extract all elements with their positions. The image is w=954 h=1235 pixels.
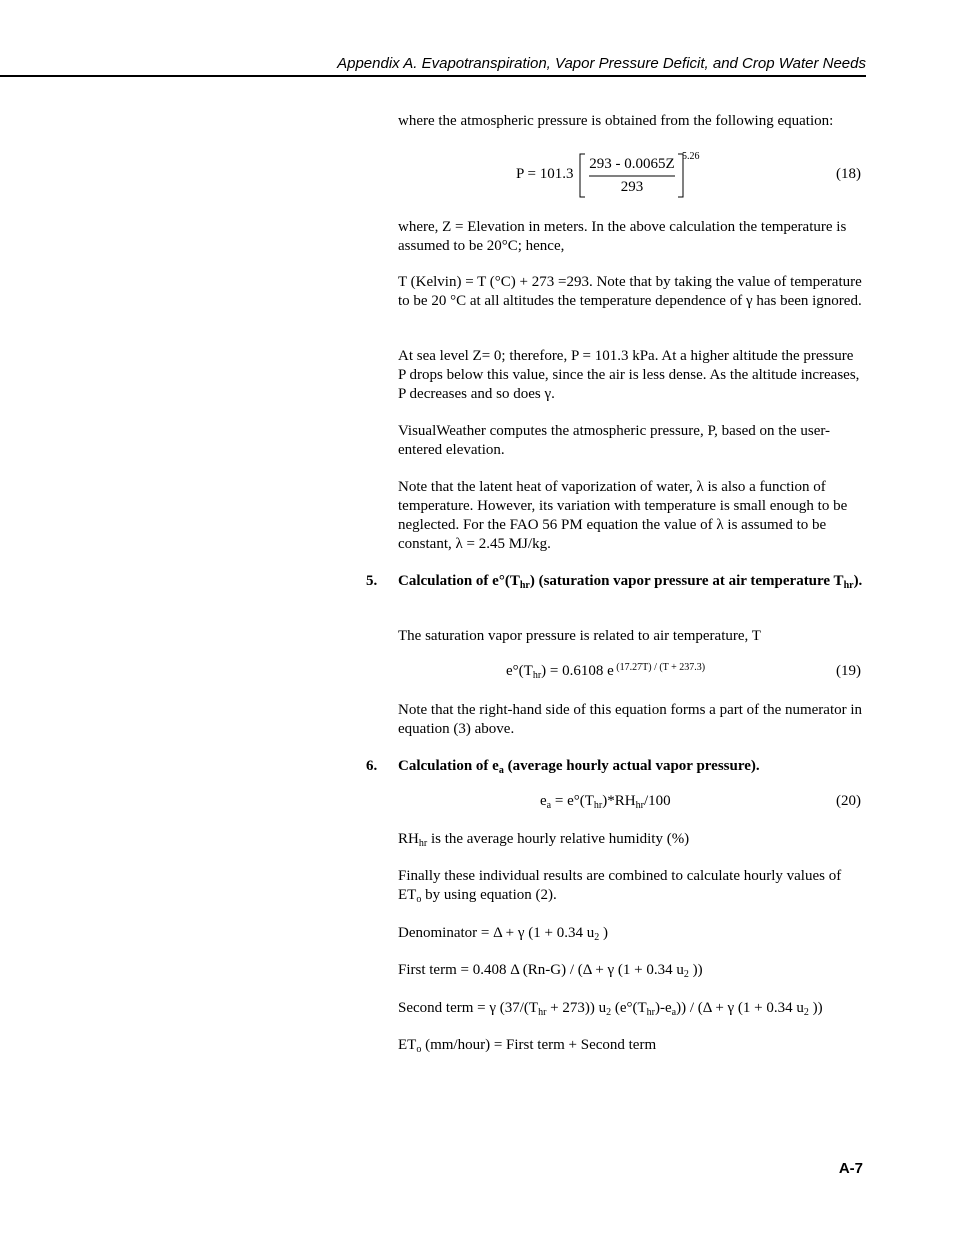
eq18-denominator: 293 (620, 179, 644, 195)
section-5-heading: 5. Calculation of $e^\circ(T_{hr})$ (saturation vapor pressure at air temperature $T_{hr}$). (366, 573, 863, 591)
equation-20: $e_a = e^\circ(T_{hr})*RH_{hr}/100$ (20) (540, 793, 861, 811)
paragraph-note: Note that the right-hand side of this equation forms a part of the numerator in equation (3) above. (398, 702, 863, 737)
paragraph-visualweather: VisualWeather computes the atmospheric pressure, P, based on the user-entered elevation. (398, 423, 831, 458)
paragraph-intro: where the atmospheric pressure is obtained from the following equation: (398, 113, 834, 129)
eq18-number: (18) (836, 166, 861, 182)
paragraph-kelvin: T (Kelvin) = T (°C) + 273 =293. Note that by taking the value of temperature to be 20 °C at all altitudes the temperature dependence of γ has been ignored. (398, 274, 862, 309)
equation-18 (516, 151, 716, 201)
formula-first-term: First term = 0.408 Δ (Rn-G) / (Δ + γ (1 + 0.34 $u_2$ )) (398, 962, 703, 980)
paragraph-final: Finally these individual results are combined to calculate hourly values of $ET_o$ by using equation (2). (398, 868, 842, 905)
section-6-number: 6. (366, 758, 378, 774)
header-title: Appendix A. Evapotranspiration, Vapor Pressure Deficit, and Crop Water Needs (337, 55, 866, 72)
paragraph-saturation: The saturation vapor pressure is related to air temperature, T (398, 628, 761, 644)
paragraph-where: where, Z = Elevation in meters. In the above calculation the temperature is assumed to be 20°C; hence, (398, 219, 847, 254)
eq18-exponent: 5.26 (682, 151, 700, 162)
page-header (0, 53, 866, 77)
paragraph-sealevel: At sea level Z= 0; therefore, P = 101.3 kPa. At a higher altitude the pressure P drops below this value, since the air is less dense. As the altitude increases, P decreases and so does γ. (398, 348, 860, 402)
section-5-number: 5. (366, 573, 378, 589)
paragraph-latent-heat: Note that the latent heat of vaporization of water, λ is also a function of temperature. However, its variation with temperature is small enough to be neglected. For the FAO 56 PM equation the value of λ is assumed to be constant, λ = 2.45 MJ/kg. (398, 479, 848, 552)
eq18-lhs: P = 101.3 (516, 166, 574, 182)
page-number: A-7 (838, 1160, 863, 1177)
formula-denominator: Denominator = Δ + γ (1 + 0.34 $u_2$ ) (398, 925, 608, 943)
eq20-number: (20) (836, 793, 861, 809)
section-6-heading: 6. Calculation of $e_a$ (average hourly actual vapor pressure). (366, 758, 760, 776)
formula-eto: $ET_o$ (mm/hour) = First term + Second term (398, 1037, 657, 1055)
formula-second-term: Second term = γ $(37/(T_{hr} + 273))$ $u_2$ $(e^\circ(T_{hr})-e_a)) / (\Delta + \gamma$ (1 + 0.34 $u_2$ )) (398, 1000, 823, 1018)
equation-19: $e^\circ(T_{hr}) = 0.6108$ e $^{(17.27T) / (T + 237.3)}$ (19) (506, 662, 861, 681)
paragraph-rh: $RH_{hr}$ is the average hourly relative humidity (%) (398, 831, 690, 849)
eq19-number: (19) (836, 663, 861, 679)
eq18-numerator: 293 - 0.0065Z (589, 156, 675, 172)
